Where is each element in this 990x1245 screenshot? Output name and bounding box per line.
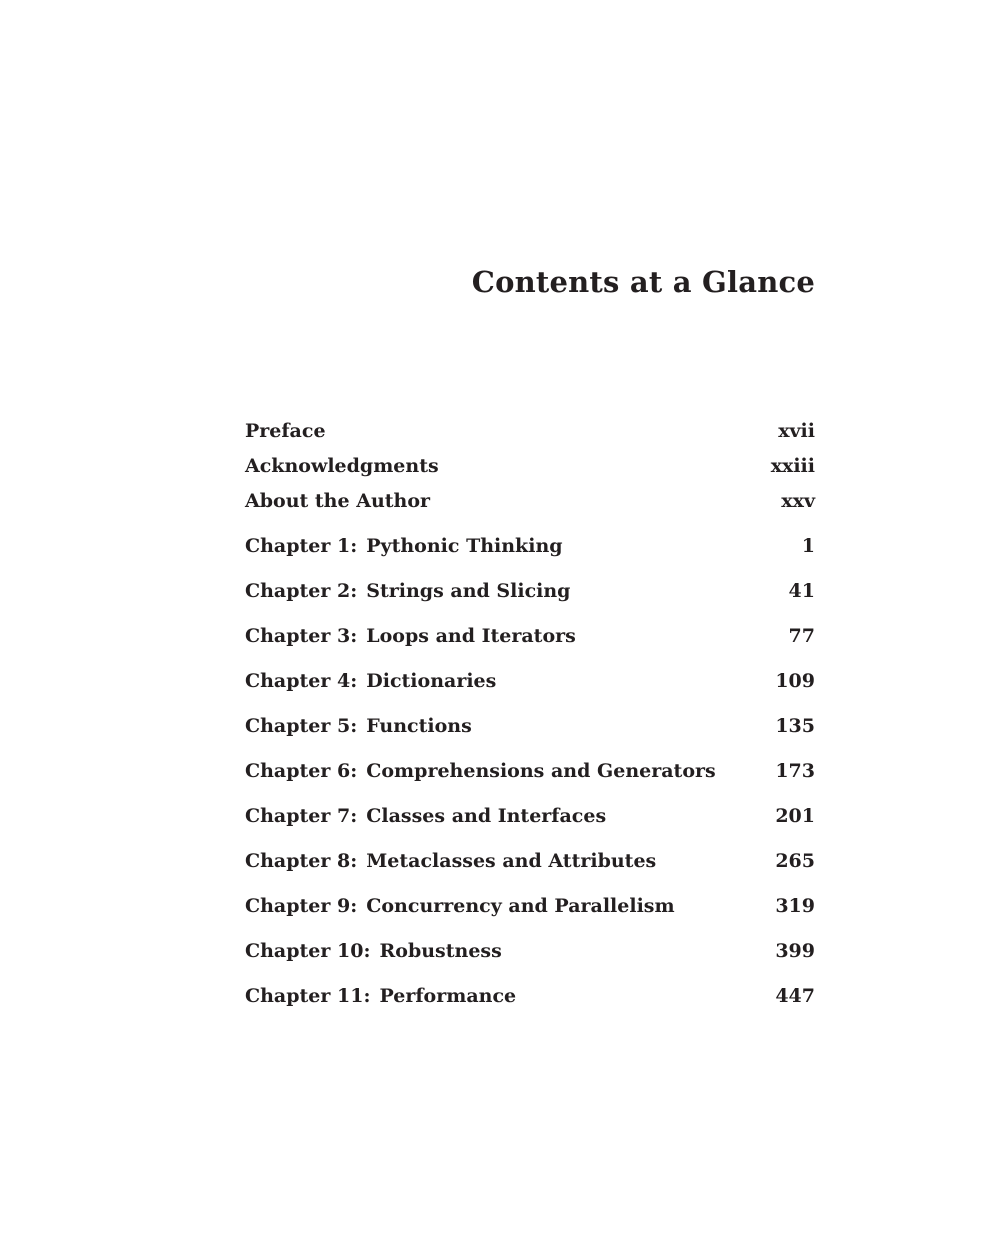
page-title: Contents at a Glance [471, 265, 815, 299]
chapter-number: Chapter 1: [245, 535, 358, 557]
toc-entry-label [245, 758, 716, 784]
toc-entry-about-the-author[interactable] [245, 488, 815, 514]
toc-page-number: xxiii [770, 455, 815, 477]
toc-entry-chapter-10[interactable] [245, 938, 815, 964]
toc-entry-label [245, 713, 472, 739]
toc-entry-label [245, 938, 502, 964]
chapter-number: Chapter 5: [245, 715, 358, 737]
toc-entry-label [245, 578, 570, 604]
toc-page-number: 173 [775, 760, 815, 782]
chapter-title: Performance [379, 985, 517, 1007]
toc-entry-chapter-9[interactable] [245, 893, 815, 919]
toc-page-number: 135 [775, 715, 815, 737]
chapter-number: Chapter 2: [245, 580, 358, 602]
chapter-title: Robustness [379, 940, 502, 962]
toc-page-number: 77 [788, 625, 815, 647]
toc-page-number: 447 [775, 985, 815, 1007]
chapter-number: Chapter 9: [245, 895, 358, 917]
toc-entry-chapter-3[interactable] [245, 623, 815, 649]
toc-entry-label [245, 983, 516, 1009]
toc-entry-chapter-11[interactable] [245, 983, 815, 1009]
toc-entry-chapter-8[interactable] [245, 848, 815, 874]
toc-page-number: 399 [775, 940, 815, 962]
chapter-number: Chapter 11: [245, 985, 371, 1007]
toc-entry-chapter-6[interactable] [245, 758, 815, 784]
chapter-number: Chapter 4: [245, 670, 358, 692]
chapter-title: Strings and Slicing [366, 580, 571, 602]
toc-entry-label: About the Author [245, 490, 431, 512]
toc-entry-label [245, 803, 606, 829]
toc-entry-label: Acknowledgments [245, 455, 439, 477]
toc-entry-label [245, 533, 563, 559]
toc-entry-chapter-5[interactable] [245, 713, 815, 739]
toc-entry-label: Preface [245, 420, 326, 442]
toc-entry-label [245, 893, 675, 919]
chapter-number: Chapter 3: [245, 625, 358, 647]
toc-page-number: 109 [775, 670, 815, 692]
toc-entry-label [245, 668, 496, 694]
toc-entry-label [245, 848, 656, 874]
toc-entry-chapter-7[interactable] [245, 803, 815, 829]
toc-entry-chapter-1[interactable] [245, 533, 815, 559]
toc-page-number: 265 [775, 850, 815, 872]
chapter-title: Functions [366, 715, 472, 737]
chapter-title: Loops and Iterators [366, 625, 576, 647]
toc-entry-chapter-2[interactable] [245, 578, 815, 604]
toc-entry-preface[interactable] [245, 418, 815, 444]
toc-page-number: xvii [778, 420, 815, 442]
chapter-title: Metaclasses and Attributes [366, 850, 657, 872]
chapter-title: Pythonic Thinking [366, 535, 563, 557]
toc-page-number: 1 [801, 535, 815, 557]
toc-entry-chapter-4[interactable] [245, 668, 815, 694]
chapter-title: Dictionaries [366, 670, 497, 692]
toc-entry-acknowledgments[interactable] [245, 453, 815, 479]
toc-page-number: 41 [788, 580, 815, 602]
toc-page-number: 201 [775, 805, 815, 827]
toc-page-number: xxv [781, 490, 815, 512]
toc-entry-label [245, 623, 576, 649]
chapter-title: Classes and Interfaces [366, 805, 607, 827]
chapter-number: Chapter 10: [245, 940, 371, 962]
chapter-number: Chapter 7: [245, 805, 358, 827]
chapter-number: Chapter 6: [245, 760, 358, 782]
chapter-title: Comprehensions and Generators [366, 760, 716, 782]
chapter-number: Chapter 8: [245, 850, 358, 872]
chapter-title: Concurrency and Parallelism [366, 895, 675, 917]
toc-page-number: 319 [775, 895, 815, 917]
